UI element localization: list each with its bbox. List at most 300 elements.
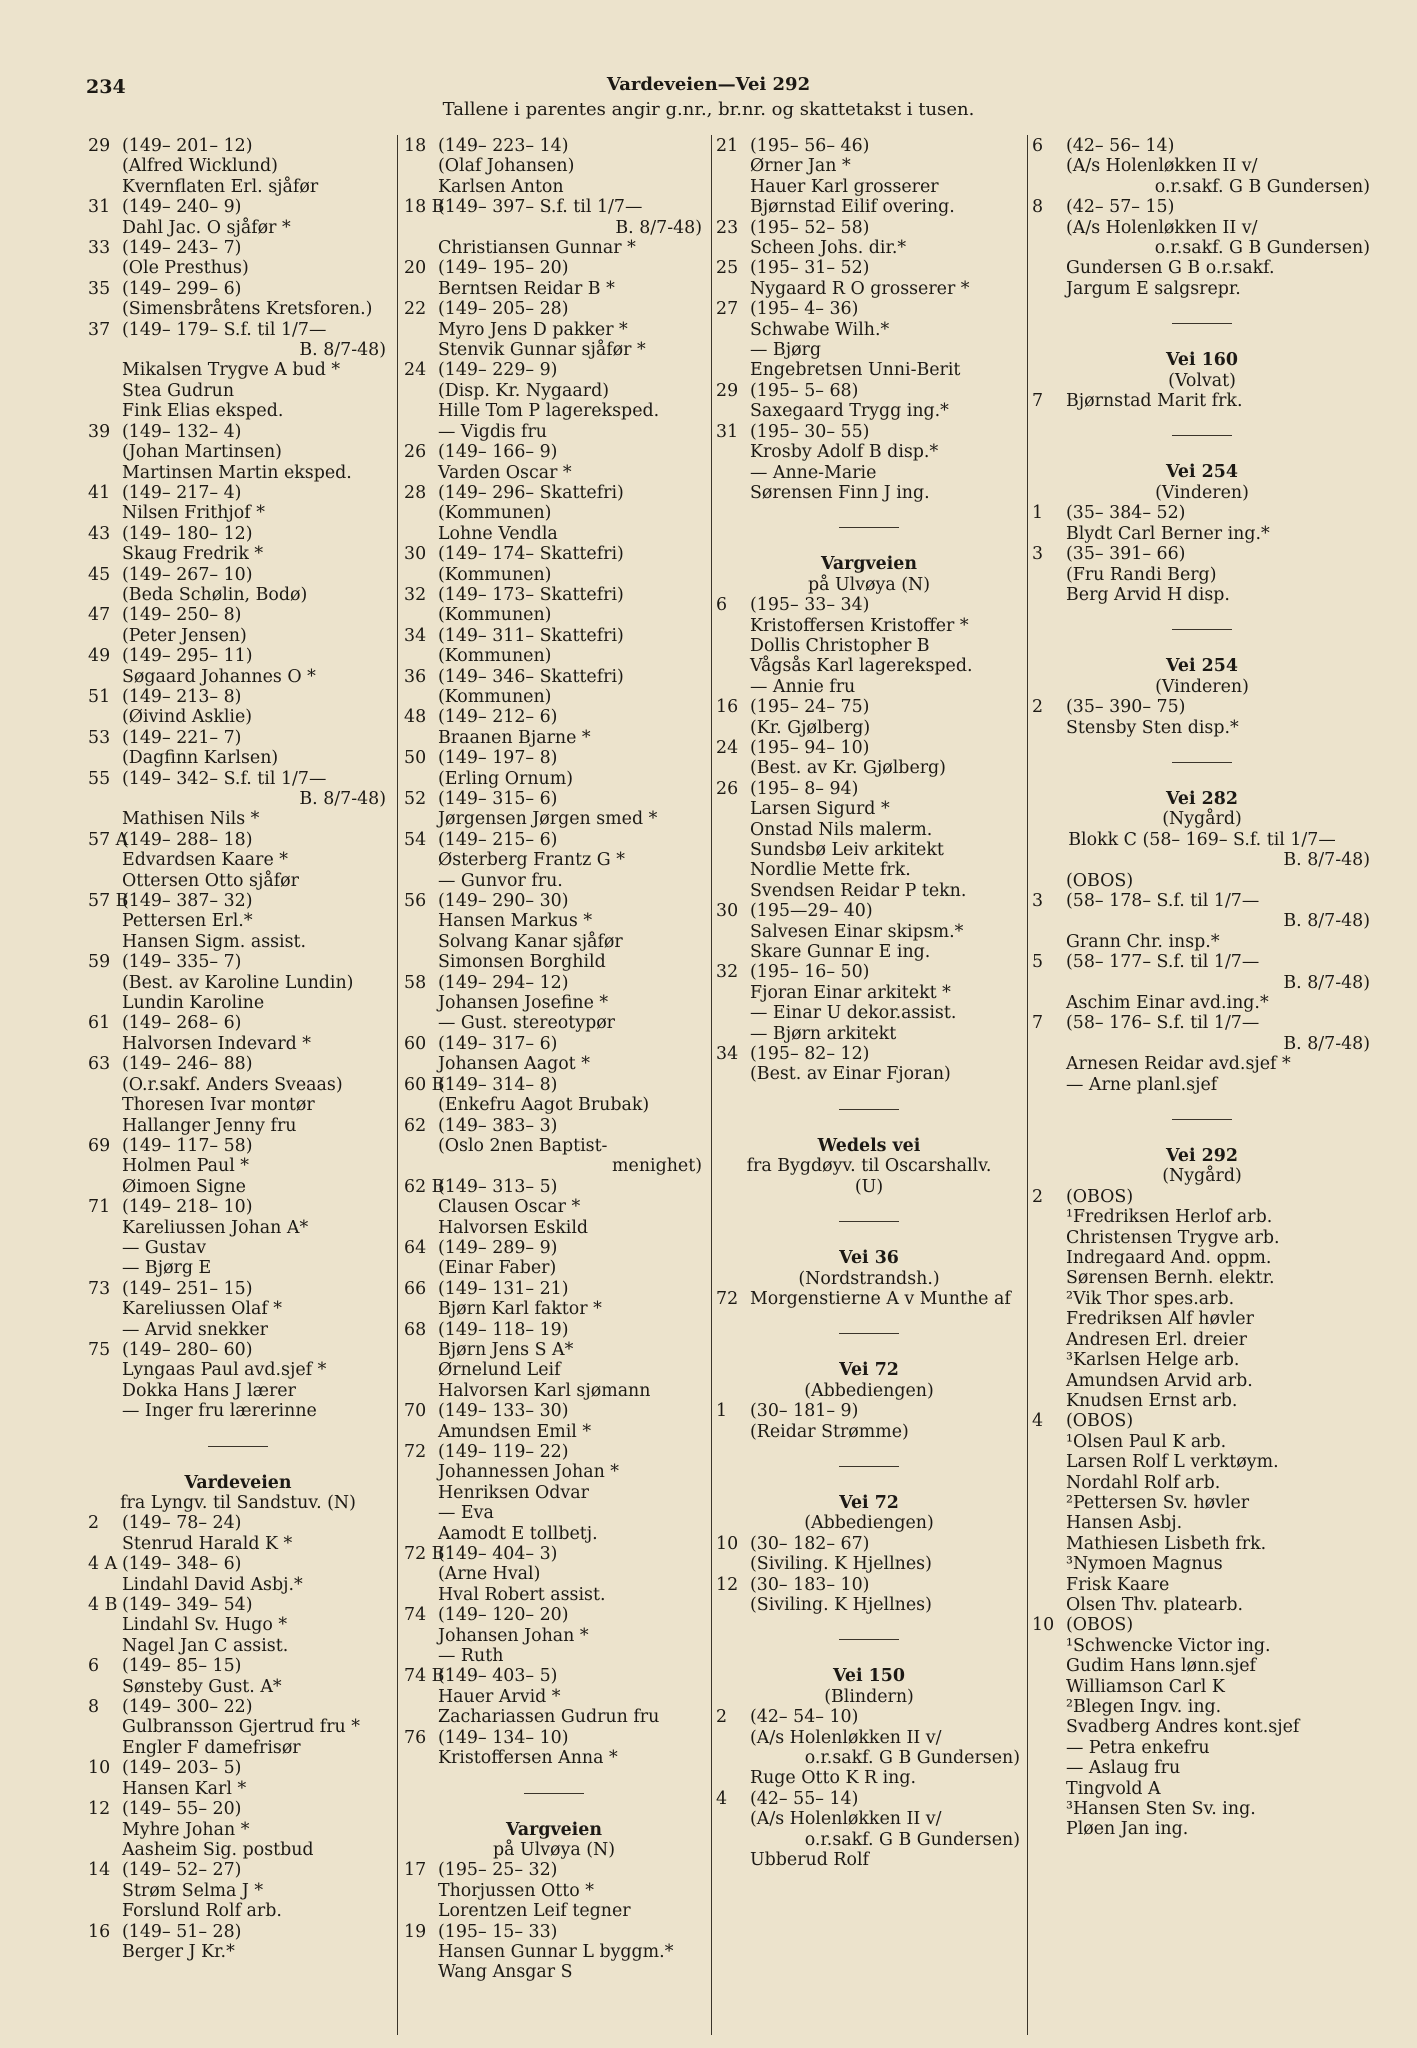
entry-text: (Arne Hval)	[438, 1564, 541, 1585]
house-number: 50	[404, 748, 427, 769]
entry-text: Hval Robert assist.	[438, 1584, 606, 1605]
directory-line	[404, 728, 704, 748]
entry-text: (149– 132– 4)	[122, 421, 242, 442]
directory-line	[88, 932, 388, 952]
entry-text: (149– 346– Skattefri)	[438, 666, 624, 687]
directory-line	[88, 1136, 388, 1156]
house-number: 10	[716, 1533, 739, 1554]
directory-line	[404, 1707, 704, 1727]
directory-line	[404, 973, 704, 993]
entry-text: Ubberud Rolf	[750, 1850, 869, 1871]
section-separator	[208, 1446, 268, 1447]
directory-line	[716, 1003, 1022, 1023]
house-number: 1	[716, 1401, 728, 1422]
entry-text: — Anne-Marie	[750, 462, 877, 483]
directory-line	[404, 646, 704, 666]
house-number: 26	[716, 778, 739, 799]
entry-text: (Alfred Wicklund)	[122, 156, 278, 177]
entry-text: Larsen Rolf L verktøym.	[1066, 1452, 1279, 1473]
house-number: 32	[404, 584, 427, 605]
directory-line	[88, 1299, 388, 1319]
directory-line	[88, 809, 388, 829]
entry-text: (Peter Jensen)	[122, 625, 247, 646]
directory-line	[716, 1830, 1022, 1850]
entry-text: (195– 24– 75)	[750, 697, 870, 718]
entry-text: Svadberg Andres kont.sjef	[1066, 1717, 1300, 1738]
directory-line	[1032, 1493, 1372, 1513]
entry-text: Sørensen Finn J ing.	[750, 482, 930, 503]
directory-line	[404, 1728, 704, 1748]
directory-line	[1032, 1473, 1372, 1493]
entry-text: Øimoen Signe	[122, 1176, 246, 1197]
entry-text: (Kommunen)	[438, 646, 552, 667]
entry-text: Halvorsen Indevard *	[122, 1033, 312, 1054]
directory-line	[88, 871, 388, 891]
entry-text: (149– 174– Skattefri)	[438, 544, 624, 565]
directory-line	[88, 442, 388, 462]
entry-text: Williamson Carl K	[1066, 1676, 1225, 1697]
directory-line	[716, 901, 1022, 921]
directory-line	[716, 401, 1022, 421]
directory-line	[88, 218, 388, 238]
entry-text: (Kommunen)	[438, 564, 552, 585]
entry-text: Engebretsen Unni-Berit	[750, 360, 961, 381]
directory-line	[1032, 1677, 1372, 1697]
directory-line	[404, 1054, 704, 1074]
section-separator	[1172, 435, 1232, 436]
directory-line	[1032, 391, 1372, 411]
directory-line	[1032, 1268, 1372, 1288]
directory-line	[1032, 1513, 1372, 1533]
entry-text: (30– 183– 10)	[750, 1574, 870, 1595]
directory-line	[404, 401, 704, 421]
entry-text: (42– 57– 15)	[1066, 197, 1175, 218]
entry-text: Arnesen Reidar avd.sjef *	[1066, 1054, 1291, 1075]
directory-line	[716, 463, 1022, 483]
entry-text: (195– 15– 33)	[438, 1921, 558, 1942]
directory-line	[404, 1462, 704, 1482]
directory-line	[404, 1299, 704, 1319]
entry-text: Mikalsen Trygve A bud *	[122, 360, 341, 381]
directory-line	[88, 320, 388, 340]
entry-text: Wedels vei	[817, 1135, 921, 1156]
entry-text: Østerberg Frantz G *	[438, 850, 625, 871]
entry-text: Lohne Vendla	[438, 523, 558, 544]
directory-line	[88, 422, 388, 442]
directory-line	[404, 1524, 704, 1544]
directory-line	[404, 1442, 704, 1462]
entry-text: Hauer Arvid *	[438, 1686, 561, 1707]
directory-line	[716, 1768, 1022, 1788]
entry-text: Nilsen Frithjof *	[122, 503, 265, 524]
entry-text: (195– 25– 32)	[438, 1860, 558, 1881]
entry-text: Sønsteby Gust. A*	[122, 1676, 282, 1697]
house-number: 7	[1032, 1013, 1044, 1034]
directory-line	[88, 1218, 388, 1238]
directory-line	[404, 1922, 704, 1942]
house-number: 1	[1032, 503, 1044, 524]
entry-text: (149– 397– S.f. til 1/7—	[438, 197, 643, 218]
house-number: 61	[88, 1013, 111, 1034]
house-number: 45	[88, 564, 111, 585]
entry-text: ¹Schwencke Victor ing.	[1066, 1635, 1271, 1656]
house-number: 21	[716, 136, 739, 156]
directory-line	[88, 1197, 388, 1217]
entry-text: (Dagfinn Karlsen)	[122, 748, 279, 769]
directory-line	[1032, 1411, 1372, 1431]
house-number: 27	[716, 299, 739, 320]
entry-text: Johannessen Johan *	[438, 1462, 620, 1483]
directory-line	[88, 544, 388, 564]
directory-line	[88, 1901, 388, 1921]
directory-line	[716, 1687, 1022, 1707]
entry-text: Bjørn Karl faktor *	[438, 1299, 602, 1320]
directory-line	[404, 1218, 704, 1238]
entry-text: Skaug Fredrik *	[122, 544, 264, 565]
entry-text: Amundsen Emil *	[438, 1421, 592, 1442]
directory-line	[88, 279, 388, 299]
directory-line	[88, 565, 388, 585]
entry-text: (Johan Martinsen)	[122, 442, 282, 463]
entry-text: (149– 317– 6)	[438, 1033, 558, 1054]
entry-text: (Vinderen)	[1155, 676, 1249, 697]
house-number: 6	[1032, 136, 1044, 156]
directory-line	[88, 401, 388, 421]
street-heading	[716, 1136, 1022, 1156]
directory-line	[404, 748, 704, 768]
entry-text: (149– 205– 28)	[438, 299, 569, 320]
directory-line	[716, 1269, 1022, 1289]
directory-line	[88, 360, 388, 380]
directory-line	[716, 1554, 1022, 1574]
directory-line	[404, 1258, 704, 1278]
entry-text: (195– 4– 36)	[750, 299, 859, 320]
entry-text: (149– 180– 12)	[122, 523, 253, 544]
entry-text: Pettersen Erl.*	[122, 911, 253, 932]
directory-line	[88, 1554, 388, 1574]
entry-text: (195– 16– 50)	[750, 962, 870, 983]
directory-line	[1032, 1575, 1372, 1595]
directory-line	[1032, 1034, 1372, 1054]
entry-text: på Ulvøya (N)	[807, 574, 931, 595]
directory-line	[1032, 1452, 1372, 1472]
entry-text: Dokka Hans J lærer	[122, 1380, 296, 1401]
directory-line	[404, 544, 704, 564]
house-number: 59	[88, 952, 111, 973]
section-separator	[524, 1793, 584, 1794]
house-number: 51	[88, 686, 111, 707]
entry-text: (149– 195– 20)	[438, 258, 569, 279]
entry-text: — Aslaug fru	[1066, 1758, 1181, 1779]
directory-line	[716, 136, 1022, 156]
house-number: 34	[716, 1044, 739, 1065]
directory-line	[88, 728, 388, 748]
entry-text: Svendsen Reidar P tekn.	[750, 880, 967, 901]
entry-text: — Vigdis fru	[438, 421, 547, 442]
directory-line	[716, 697, 1022, 717]
entry-text: (Best. av Einar Fjoran)	[750, 1064, 951, 1085]
entry-text: Myhre Johan *	[122, 1819, 250, 1840]
directory-line	[404, 483, 704, 503]
directory-line	[1032, 1738, 1372, 1758]
directory-line	[88, 156, 388, 176]
entry-text: (149– 267– 10)	[122, 564, 253, 585]
entry-text: o.r.sakf. G B Gundersen)	[1154, 176, 1370, 197]
directory-line	[1032, 952, 1372, 972]
directory-line	[716, 279, 1022, 299]
directory-line	[88, 769, 388, 789]
directory-line	[88, 258, 388, 278]
directory-line	[1032, 993, 1372, 1013]
directory-line	[404, 177, 704, 197]
directory-line	[88, 1779, 388, 1799]
entry-text: (A/s Holenløkken II v/	[750, 1727, 942, 1748]
directory-line	[1032, 371, 1372, 391]
directory-line	[88, 626, 388, 646]
directory-line	[1032, 1819, 1372, 1839]
entry-text: Christiansen Gunnar *	[438, 238, 636, 259]
directory-line	[1032, 238, 1372, 258]
directory-line	[88, 1881, 388, 1901]
entry-text: fra Lyngv. til Sandstuv. (N)	[120, 1493, 356, 1513]
directory-line	[404, 320, 704, 340]
directory-line	[716, 442, 1022, 462]
directory-line	[1032, 1779, 1372, 1799]
directory-line	[404, 1564, 704, 1584]
directory-line	[88, 1156, 388, 1176]
entry-text: Stenrud Harald K *	[122, 1533, 293, 1554]
directory-line	[88, 1401, 388, 1421]
directory-line	[88, 177, 388, 197]
house-number: 39	[88, 421, 111, 442]
directory-line	[88, 1258, 388, 1278]
directory-line	[716, 422, 1022, 442]
house-number: 75	[88, 1339, 111, 1360]
directory-line	[716, 840, 1022, 860]
directory-line	[88, 483, 388, 503]
entry-text: Hille Tom P lagereksped.	[438, 401, 660, 422]
entry-text: (149– 296– Skattefri)	[438, 482, 624, 503]
entry-text: — Gunvor fru.	[438, 870, 563, 891]
street-heading	[716, 1493, 1022, 1513]
directory-line	[88, 1799, 388, 1819]
entry-text: Andresen Erl. dreier	[1066, 1329, 1247, 1350]
directory-line	[1032, 1799, 1372, 1819]
directory-line	[88, 605, 388, 625]
entry-text: (42– 56– 14)	[1066, 136, 1175, 156]
entry-text: Ørnelund Leif	[438, 1360, 561, 1381]
entry-text: Aamodt E tollbetj.	[438, 1523, 598, 1544]
entry-text: Nordlie Mette frk.	[750, 860, 911, 881]
entry-text: (58– 176– S.f. til 1/7—	[1066, 1013, 1260, 1034]
directory-line	[404, 360, 704, 380]
directory-line	[1032, 1228, 1372, 1248]
entry-text: Kvernflaten Erl. sjåfør	[122, 176, 319, 197]
directory-line	[404, 1034, 704, 1054]
entry-text: (195– 56– 46)	[750, 136, 870, 156]
street-heading	[404, 1820, 704, 1840]
directory-line	[1032, 830, 1372, 850]
house-number: 16	[88, 1921, 111, 1942]
directory-line	[404, 279, 704, 299]
directory-line	[1032, 156, 1372, 176]
entry-text: (149– 51– 28)	[122, 1921, 242, 1942]
entry-text: Stenvik Gunnar sjåfør *	[438, 340, 646, 361]
directory-line	[404, 1177, 704, 1197]
house-number: 32	[716, 962, 739, 983]
entry-text: (149– 52– 27)	[122, 1860, 242, 1881]
directory-line	[88, 463, 388, 483]
entry-text: Vågsås Karl lagereksped.	[750, 656, 973, 677]
entry-text: (149– 294– 12)	[438, 972, 569, 993]
entry-text: Johansen Johan *	[438, 1625, 589, 1646]
directory-line	[404, 667, 704, 687]
directory-line	[1032, 1371, 1372, 1391]
directory-line	[716, 595, 1022, 615]
directory-line	[88, 973, 388, 993]
section-separator	[839, 1466, 899, 1467]
directory-line	[404, 1136, 704, 1156]
directory-line	[716, 299, 1022, 319]
street-heading	[1032, 462, 1372, 482]
directory-line	[716, 258, 1022, 278]
directory-line	[88, 1238, 388, 1258]
directory-line	[88, 1013, 388, 1033]
directory-line	[1032, 1054, 1372, 1074]
entry-text: (149– 243– 7)	[122, 238, 242, 259]
entry-text: (149– 335– 7)	[122, 952, 242, 973]
directory-line	[716, 238, 1022, 258]
directory-line	[404, 605, 704, 625]
house-number: 60 B	[404, 1074, 445, 1095]
directory-line	[404, 1320, 704, 1340]
entry-text: Jørgensen Jørgen smed *	[438, 809, 658, 830]
house-number: 33	[88, 238, 111, 259]
entry-text: Larsen Sigurd *	[750, 799, 890, 820]
house-number: 72	[716, 1288, 739, 1309]
entry-text: Martinsen Martin eksped.	[122, 462, 352, 483]
directory-line	[716, 799, 1022, 819]
entry-text: (149– 218– 10)	[122, 1197, 253, 1218]
entry-text: Kristoffersen Anna *	[438, 1748, 618, 1769]
directory-line	[88, 748, 388, 768]
directory-line	[404, 1942, 704, 1962]
entry-text: — Inger fru lærerinne	[122, 1401, 317, 1422]
directory-line	[88, 1922, 388, 1942]
entry-text: (195– 30– 55)	[750, 421, 870, 442]
entry-text: Amundsen Arvid arb.	[1066, 1370, 1253, 1391]
entry-text: (149– 134– 10)	[438, 1727, 569, 1748]
entry-text: (Simensbråtens Kretsforen.)	[122, 299, 373, 320]
directory-line	[404, 136, 704, 156]
directory-line	[88, 1095, 388, 1115]
entry-text: Lindahl Sv. Hugo *	[122, 1615, 288, 1636]
directory-line	[716, 860, 1022, 880]
entry-text: ³Hansen Sten Sv. ing.	[1066, 1799, 1256, 1820]
entry-text: Gulbransson Gjertrud fru *	[122, 1717, 360, 1738]
house-number: 4 A	[88, 1554, 118, 1575]
directory-line	[716, 1595, 1022, 1615]
house-number: 52	[404, 789, 427, 809]
entry-text: (149– 119– 22)	[438, 1442, 569, 1462]
directory-line	[88, 911, 388, 931]
entry-text: (149– 315– 6)	[438, 789, 558, 809]
entry-text: (Nygård)	[1162, 1166, 1242, 1187]
entry-text: B. 8/7-48)	[299, 789, 386, 809]
house-number: 36	[404, 666, 427, 687]
directory-line	[1032, 258, 1372, 278]
entry-text: — Arvid snekker	[122, 1319, 268, 1340]
directory-line	[88, 891, 388, 911]
house-number: 72	[404, 1442, 427, 1462]
house-number: 2	[88, 1513, 100, 1534]
entry-text: — Ruth	[438, 1646, 504, 1667]
entry-text: Thoresen Ivar montør	[122, 1095, 315, 1116]
directory-line	[1032, 1187, 1372, 1207]
directory-line	[716, 718, 1022, 738]
directory-line	[404, 218, 704, 238]
entry-text: Strøm Selma J *	[122, 1880, 264, 1901]
directory-line	[716, 360, 1022, 380]
directory-line	[88, 1636, 388, 1656]
entry-text: Vei 160	[1166, 350, 1238, 371]
house-number: 4 B	[88, 1595, 118, 1616]
directory-line	[716, 1575, 1022, 1595]
house-number: 74 B	[404, 1666, 445, 1687]
entry-text: Johansen Josefine *	[438, 993, 609, 1014]
directory-line	[404, 850, 704, 870]
directory-line	[404, 422, 704, 442]
entry-text: Halvorsen Karl sjømann	[438, 1380, 651, 1401]
entry-text: Saxegaard Trygg ing.*	[750, 401, 949, 422]
entry-text: Vei 254	[1166, 462, 1238, 483]
entry-text: Engler F damefrisør	[122, 1737, 301, 1758]
street-heading	[716, 1666, 1022, 1686]
directory-line	[1032, 891, 1372, 911]
house-number: 48	[404, 707, 427, 728]
street-heading	[716, 1248, 1022, 1268]
directory-line	[1032, 809, 1372, 829]
entry-text: (149– 313– 5)	[438, 1176, 558, 1197]
entry-text: — Gust. stereotypør	[438, 1013, 615, 1034]
entry-text: Vei 150	[833, 1666, 905, 1687]
directory-line	[88, 1279, 388, 1299]
entry-text: Braanen Bjarne *	[438, 727, 591, 748]
directory-line	[1032, 850, 1372, 870]
directory-line	[88, 1360, 388, 1380]
entry-text: (35– 390– 75)	[1066, 697, 1186, 718]
entry-text: Fjoran Einar arkitekt *	[750, 982, 951, 1003]
entry-text: Karlsen Anton	[438, 176, 564, 197]
entry-text: (149– 133– 30)	[438, 1401, 569, 1422]
entry-text: (Kommunen)	[438, 503, 552, 524]
directory-line	[716, 1850, 1022, 1870]
house-number: 29	[88, 136, 111, 156]
entry-text: (OBOS)	[1066, 1615, 1134, 1636]
directory-line	[404, 993, 704, 1013]
street-heading	[1032, 789, 1372, 809]
entry-text: Edvardsen Kaare *	[122, 850, 288, 871]
directory-line	[716, 1064, 1022, 1084]
entry-text: Ørner Jan *	[750, 156, 851, 177]
directory-line	[716, 656, 1022, 676]
entry-text: (30– 181– 9)	[750, 1401, 859, 1422]
entry-text: (58– 177– S.f. til 1/7—	[1066, 952, 1260, 973]
directory-line	[716, 820, 1022, 840]
directory-line	[404, 1605, 704, 1625]
house-number: 54	[404, 829, 427, 850]
entry-text: (Kommunen)	[438, 605, 552, 626]
